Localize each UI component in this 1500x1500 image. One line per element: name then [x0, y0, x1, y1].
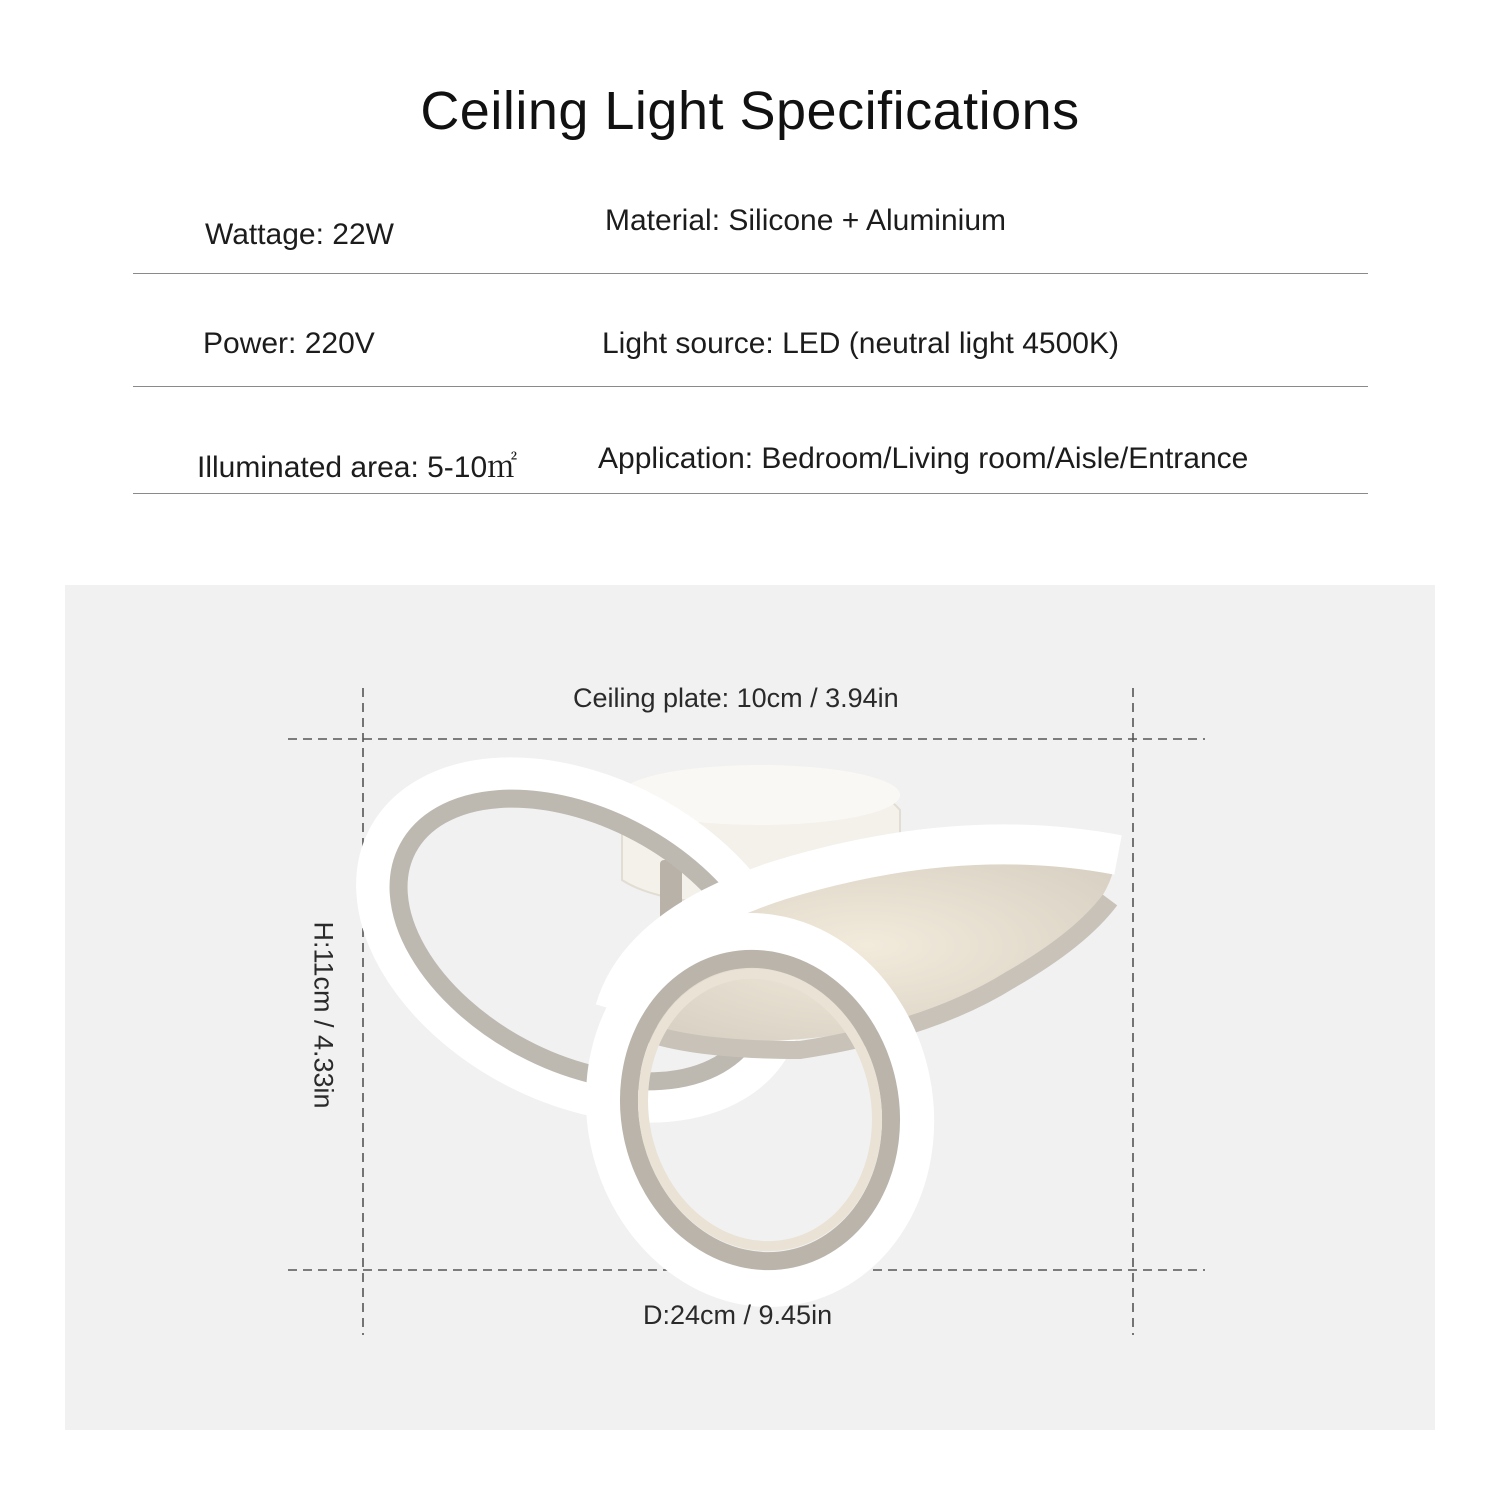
diameter-dimension: D:24cm / 9.45in [643, 1300, 833, 1330]
spec-power: Power: 220V [203, 327, 375, 360]
spec-material: Material: Silicone + Aluminium [605, 204, 1007, 237]
spec-light-source: Light source: LED (neutral light 4500K) [602, 327, 1119, 360]
ceiling-plate-dimension: Ceiling plate: 10cm / 3.94in [573, 683, 899, 713]
spec-wattage: Wattage: 22W [205, 218, 394, 251]
spec-application: Application: Bedroom/Living room/Aisle/Entrance [598, 442, 1249, 475]
height-dimension: H:11cm / 4.33in [308, 921, 339, 1109]
spec-illuminated-area: Illuminated area: 5-10㎡ [197, 451, 518, 484]
page-title: Ceiling Light Specifications [420, 81, 1080, 141]
